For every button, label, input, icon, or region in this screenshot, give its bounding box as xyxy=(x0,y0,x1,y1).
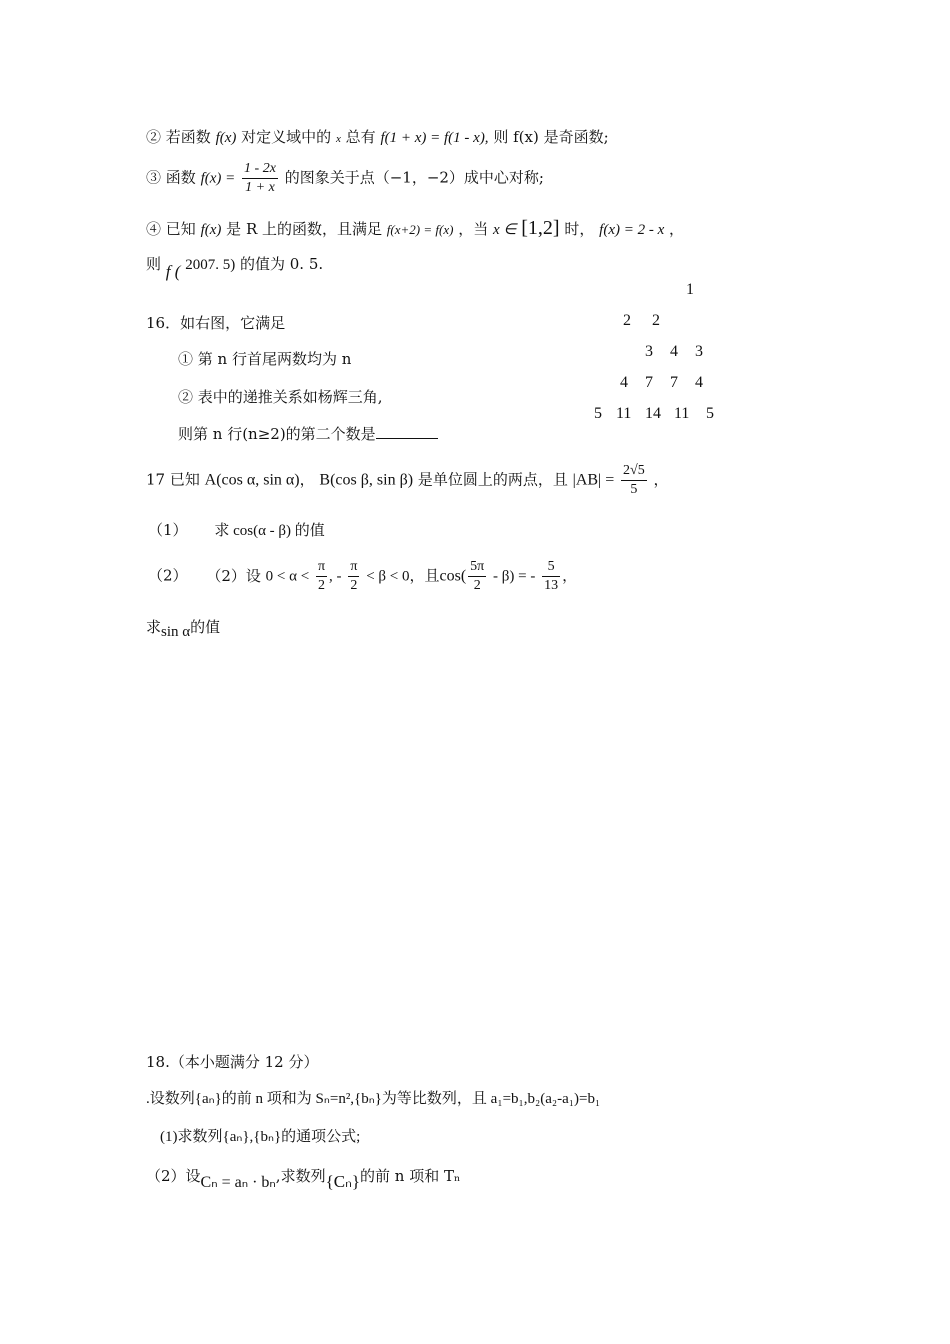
q17-ratio-denominator: 13 xyxy=(544,578,559,593)
triangle-cell: 3 xyxy=(645,343,653,360)
q18-line-3-expression: Cₙ = aₙ · bₙ xyxy=(200,1174,276,1191)
statement-4b-argument: 2007. 5) xyxy=(185,257,236,273)
triangle-cell: 11 xyxy=(616,405,632,422)
q16-question-text: 则第 n 行(n≥2)的第二个数是 xyxy=(178,425,376,443)
q17-part-2-prefix: （2）设 xyxy=(206,566,261,585)
q17-condition-b: , - xyxy=(329,568,342,585)
statement-4-conclusion xyxy=(146,254,324,281)
statement-2-fx: f(x) xyxy=(215,130,237,146)
q18-line-2: (1)求数列{aₙ},{bₙ}的通项公式; xyxy=(160,1129,361,1145)
triangle-cell: 4 xyxy=(695,374,703,391)
statement-3-fraction xyxy=(242,160,278,197)
q17-ab-numerator: 2√5 xyxy=(621,462,647,481)
statement-4-x-in: x ∈ xyxy=(493,222,517,238)
statement-2-prefix: ② 若函数 xyxy=(146,128,211,146)
q18-line-3-mid: ,求数列 xyxy=(275,1167,326,1185)
statement-3-prefix: ③ 函数 xyxy=(146,168,196,187)
q17-pi-over-2-a xyxy=(316,558,327,595)
triangle-cell: 4 xyxy=(670,343,678,360)
q17-cos: cos( xyxy=(439,567,467,585)
triangle-cell: 3 xyxy=(695,343,703,360)
answer-blank[interactable] xyxy=(376,424,438,439)
statement-4-mid3: 时， xyxy=(564,220,595,238)
statement-4-interval: [1,2] xyxy=(521,217,560,239)
q17-five-pi-numerator: 5π xyxy=(468,558,486,577)
statement-4-prefix: ④ 已知 xyxy=(146,220,196,238)
q17-part-1-text: 求 cos(α - β) 的值 xyxy=(214,523,325,539)
statement-4-fx2: f(x) = 2 - x xyxy=(599,222,665,238)
q17-pi-numerator-a: π xyxy=(316,558,327,577)
q17-ask xyxy=(146,618,221,640)
statement-4 xyxy=(146,216,684,240)
statement-3-denominator: 1 + x xyxy=(245,180,275,195)
q18-line-3-set: {Cₙ} xyxy=(325,1172,361,1191)
statement-2-tail: 则 f(x) 是奇函数; xyxy=(493,128,609,146)
statement-2-mid1: 对定义域中的 xyxy=(241,128,332,146)
statement-4b-f: f ( xyxy=(165,262,181,281)
q17-pi-numerator-b: π xyxy=(348,558,359,577)
statement-4-mid2: ，当 xyxy=(458,220,489,238)
triangle-cell: 11 xyxy=(674,405,690,422)
triangle-cell: 7 xyxy=(645,374,653,391)
q17-pi-denominator-b: 2 xyxy=(350,578,358,593)
q17-and: ，且 xyxy=(409,566,440,585)
q17-part-1-number: （1） xyxy=(148,521,188,539)
statement-2 xyxy=(146,128,609,147)
q17-beta: - β) = - xyxy=(493,568,536,585)
statement-4-fx: f(x) xyxy=(200,222,222,238)
q17-separator: ， xyxy=(299,470,315,489)
q17-ask-expression: sin α xyxy=(161,624,191,640)
q18-line-3-prefix: （2）设 xyxy=(146,1167,201,1185)
q17-prefix: 17 已知 xyxy=(146,470,200,489)
statement-3 xyxy=(146,160,544,197)
triangle-cell: 4 xyxy=(620,374,628,391)
q17-part-2-number: （2） xyxy=(148,566,188,585)
q17-part-1 xyxy=(148,521,325,540)
statement-4-tail: ， xyxy=(669,220,685,238)
q17-five-over-thirteen xyxy=(542,558,560,595)
statement-3-numerator: 1 - 2x xyxy=(242,160,278,179)
q17-pi-over-2-b xyxy=(348,558,359,595)
statement-4-mid1: 是 R 上的函数，且满足 xyxy=(226,220,383,238)
q17-five-pi-denominator: 2 xyxy=(473,578,481,593)
statement-4-condition: f(x+2) = f(x) xyxy=(386,222,454,237)
q18-line-3-tail: 的前 n 项和 Tₙ xyxy=(360,1167,461,1185)
statement-2-mid2: 总有 xyxy=(345,128,376,146)
q17-ratio-numerator: 5 xyxy=(542,558,560,577)
q18-title: 18.（本小题满分 12 分） xyxy=(146,1053,319,1071)
triangle-cell: 14 xyxy=(645,405,661,422)
q17-stem xyxy=(146,462,669,499)
q18-line-1: .设数列{aₙ}的前 n 项和为 Sₙ=n²,{bₙ}为等比数列，且 a₁=b₁,b₂(a₂-a₁)=b₁ xyxy=(146,1091,601,1107)
q17-ask-tail: 的值 xyxy=(190,618,221,636)
triangle-cell: 2 xyxy=(652,312,660,329)
triangle-cell: 5 xyxy=(594,405,602,422)
q16-question xyxy=(178,424,438,443)
q17-point-a: A(cos α, sin α) xyxy=(204,471,300,489)
statement-3-fx: f(x) = xyxy=(200,170,236,187)
statement-4b-tail: 的值为 0. 5. xyxy=(240,255,324,273)
q17-part-2 xyxy=(148,558,577,595)
q17-mid: 是单位圆上的两点，且 xyxy=(417,470,568,489)
triangle-cell: 7 xyxy=(670,374,678,391)
q17-condition-c: < β < 0 xyxy=(366,568,410,585)
triangle-cell: 5 xyxy=(706,405,714,422)
q17-ab-denominator: 5 xyxy=(630,482,638,497)
statement-2-equation: f(1 + x) = f(1 - x), xyxy=(380,130,489,146)
q17-tail-2: ， xyxy=(562,566,578,585)
q17-ab-fraction xyxy=(621,462,647,499)
q18-line-3 xyxy=(146,1166,461,1191)
q17-ab: |AB| = xyxy=(572,471,615,489)
q17-ask-prefix: 求 xyxy=(146,618,162,636)
q16-title: 16．如右图，它满足 xyxy=(146,314,286,332)
statement-3-tail: 的图象关于点（−1，−2）成中心对称; xyxy=(284,168,544,187)
q17-pi-denominator-a: 2 xyxy=(318,578,325,593)
q17-five-pi-over-2 xyxy=(468,558,486,595)
q17-tail: ， xyxy=(653,470,669,489)
q17-point-b: B(cos β, sin β) xyxy=(319,471,414,489)
q16-condition-1: ① 第 n 行首尾两数均为 n xyxy=(178,350,352,368)
q17-condition-a: 0 < α < xyxy=(265,568,310,585)
triangle-cell: 2 xyxy=(623,312,631,329)
q16-condition-2: ② 表中的递推关系如杨辉三角, xyxy=(178,388,383,406)
statement-2-x: x xyxy=(335,133,341,145)
statement-4b-prefix: 则 xyxy=(146,255,162,273)
triangle-cell: 1 xyxy=(686,281,694,298)
